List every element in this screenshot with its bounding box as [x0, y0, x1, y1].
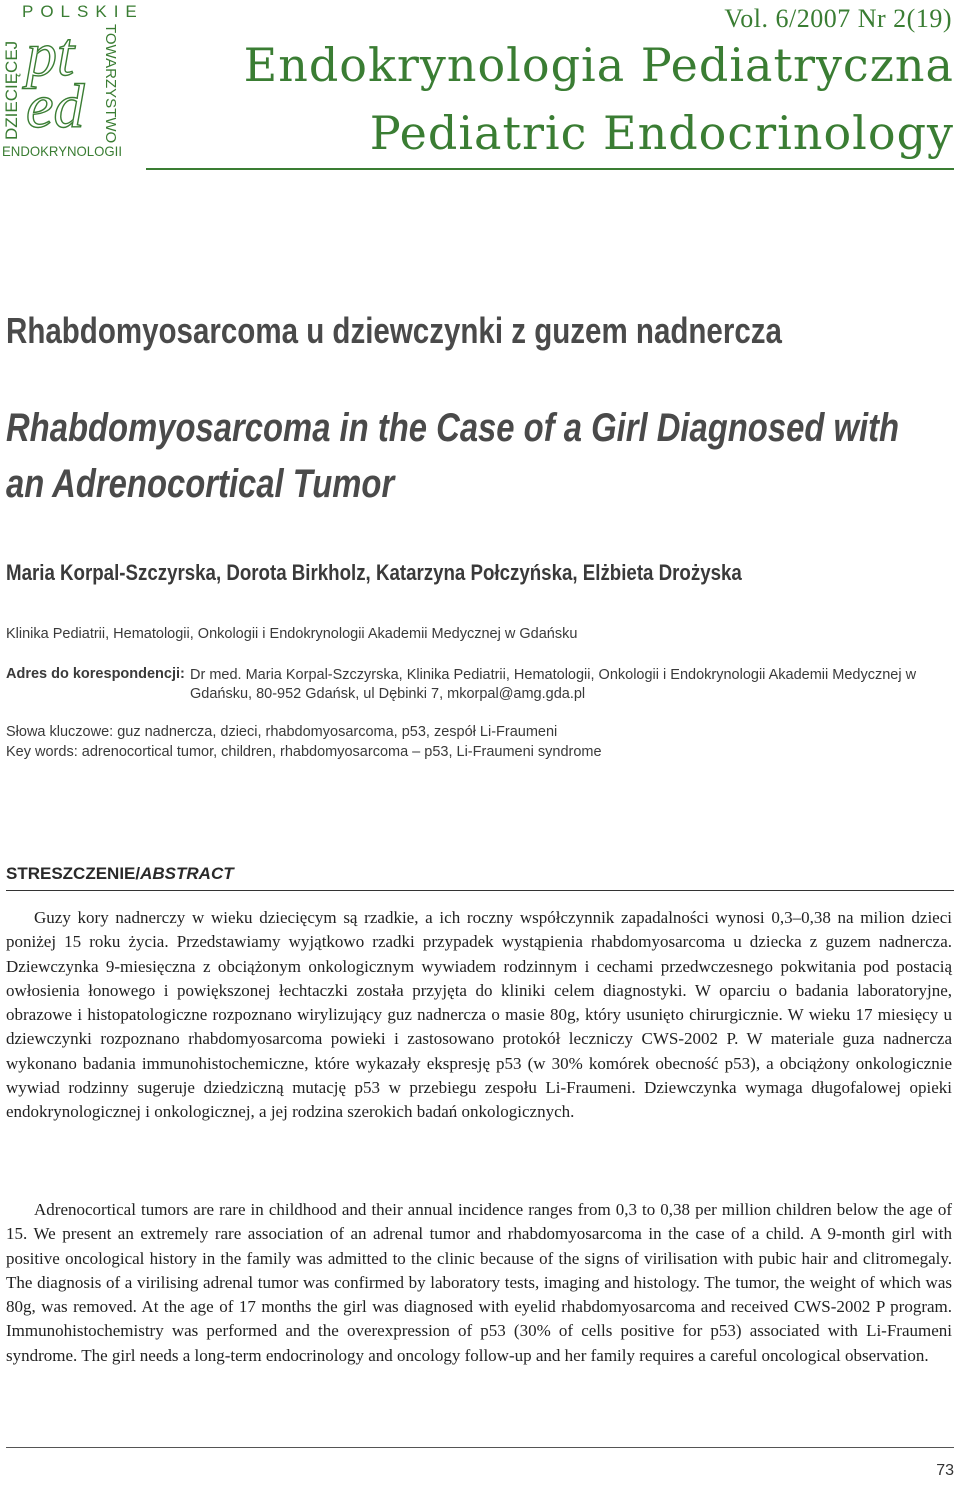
article-title-pl: Rhabdomyosarcoma u dziewczynki z guzem nadnercza [6, 310, 782, 351]
footer-divider [6, 1447, 954, 1448]
abstract-heading-en: ABSTRACT [140, 864, 234, 883]
keywords-pl: Słowa kluczowe: guz nadnercza, dzieci, rhabdomyosarcoma, p53, zespół Li-Fraumeni [6, 724, 558, 740]
article-affiliation: Klinika Pediatrii, Hematologii, Onkologii i Endokrynologii Akademii Medycznej w Gdańsku [6, 626, 578, 642]
logo-mark-text: pt [26, 21, 75, 89]
journal-title-en: Pediatric Endocrinology [369, 106, 954, 160]
journal-volume: Vol. 6/2007 Nr 2(19) [724, 4, 952, 33]
abstract-divider [6, 890, 954, 891]
abstract-paragraph-pl: Guzy kory nadnerczy w wieku dziecięcym są rzadkie, a ich roczny współczynnik zapadalności wynosi 0,3–0,38 na milion dzieci poniżej 15 roku życia. Przedstawiamy wyjątkowo rzadki przypadek wystąpienia rhabdomyosarcoma u dziecka z guzem nadnercza. Dziewczynka 9-miesięczna z obciążonym onkologicznym wywiadem rodzinnym i cechami przedwczesnego pokwitania pod postacią owłosienia łonowego i powiększonej łechtaczki została przyjęta do kliniki celem diagnostyki. W oparciu o badania laboratoryjne, obrazowe i histopatologiczne rozpoznano wirylizujący guz nadnercza o masie 80g, który usunięto chirurgicznie. W wieku 17 miesięcy u dziewczynki rozpoznano rhabdomyosarcoma powieki i zastosowano protokół leczniczy CWS-2002 P. W materiale guza nadnercza wykonano badania immunohistochemiczne, które wykazały ekspresję p53 (w 30% komórek obecność p53), a obciążony onkologicznie wywiad rodzinny sugeruje dziedziczną mutację p53 w przebiegu zespołu Li-Fraumeni. Dziewczynka wymaga długofalowej opieki endokrynologicznej i onkologicznej, a jej rodzina szerokich badań onkologicznych. [6, 908, 952, 1122]
pted-logo-mark [0, 0, 144, 160]
correspondence-text: Dr med. Maria Korpal-Szczyrska, Klinika Pediatrii, Hematologii, Onkologii i Endokrynologii Akademii Medycznej w Gdańsku, 80-952 Gdańsk, ul Dębinki 7, mkorpal@amg.gda.pl [190, 667, 917, 702]
article-title-en: Rhabdomyosarcoma in the Case of a Girl Diagnosed with an Adrenocortical Tumor [6, 406, 900, 506]
header-divider [146, 168, 954, 170]
abstract-paragraph-en: Adrenocortical tumors are rare in childhood and their annual incidence ranges from 0,3 to 0,38 per million children below the age of 15. We present an extremely rare association of an adrenal tumor and rhabdomyosarcoma in the case of a child. A 9-month girl with positive oncological history in the family was admitted to the clinic because of the signs of virilisation with pubic hair and clitromegaly. The diagnosis of a virilising adrenal tumor was confirmed by laboratory tests, imaging and histology. The tumor, the weight of which was 80g, was removed. At the age of 17 months the girl was diagnosed with eyelid rhabdomyosarcoma and received CWS-2002 P program. Immunohistochemistry was performed and the overexpression of p53 (30% of cells positive for p53) associated with Li-Fraumeni syndrome. The girl needs a long-term endocrinology and oncology follow-up and her family requires a careful oncological observation. [6, 1200, 952, 1365]
logo-left-text: DZIECIĘCEJ [2, 40, 21, 140]
logo-top-text: POLSKIE [22, 2, 144, 21]
logo-bottom-text: ENDOKRYNOLOGII [2, 143, 122, 159]
keywords-en: Key words: adrenocortical tumor, children, rhabdomyosarcoma – p53, Li-Fraumeni syndrome [6, 744, 602, 760]
journal-logo [0, 0, 144, 160]
logo-mark-text-2: ed [26, 73, 85, 141]
abstract-heading-pl: STRESZCZENIE/ [6, 864, 141, 883]
correspondence-label: Adres do korespondencji: [6, 666, 185, 682]
logo-right-text: TOWARZYSTWO [102, 24, 119, 144]
article-authors: Maria Korpal-Szczyrska, Dorota Birkholz, Katarzyna Połczyńska, Elżbieta Drożyska [6, 560, 742, 585]
abstract-heading [6, 864, 234, 884]
page-number: 73 [936, 1462, 954, 1479]
journal-title-pl: Endokrynologia Pediatryczna [243, 38, 954, 92]
